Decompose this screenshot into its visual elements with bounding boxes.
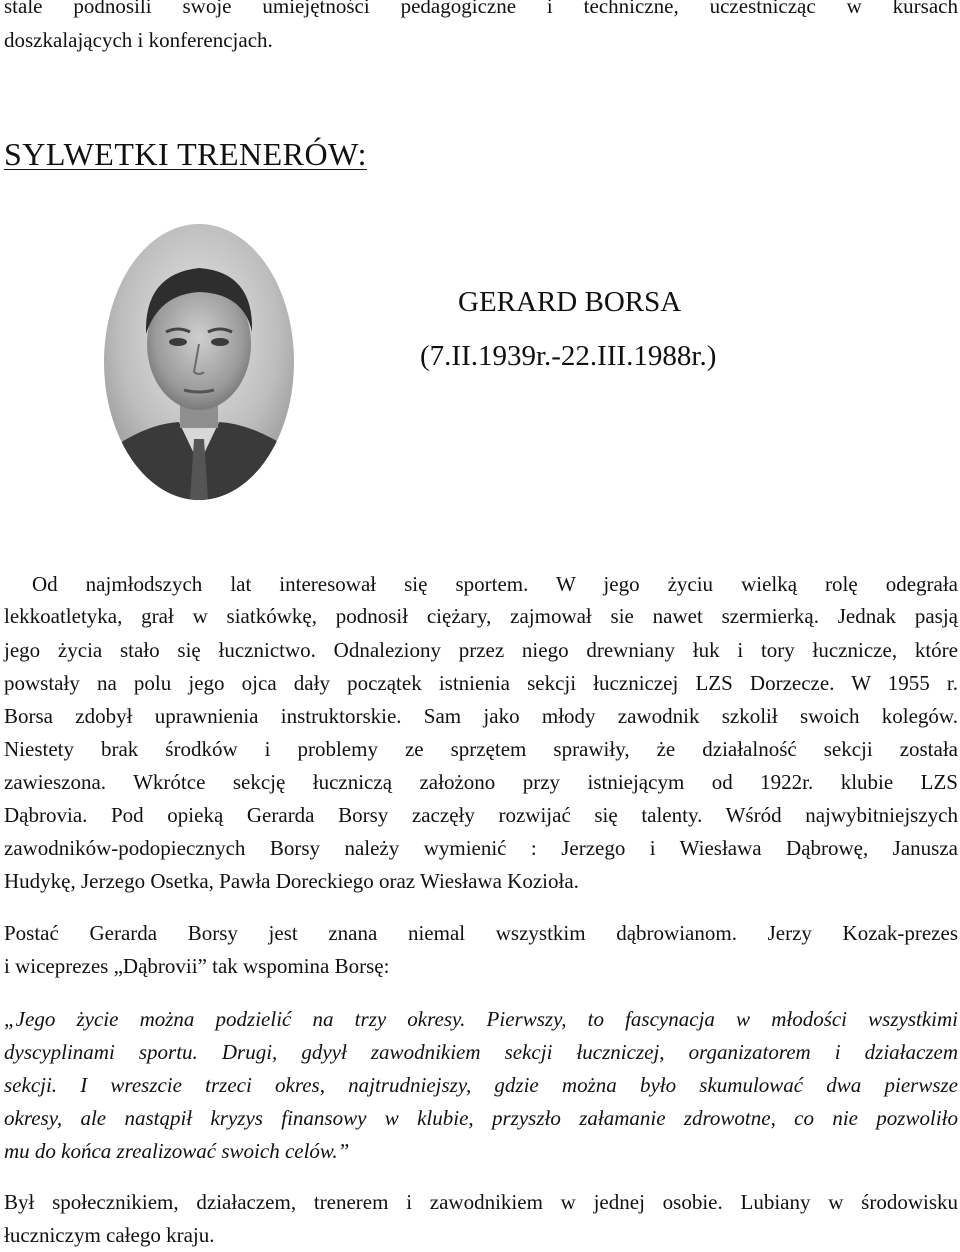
- quote-line: mu do końca zrealizować swoich celów.”: [4, 1139, 350, 1163]
- bio-line: Od najmłodszych lat interesował się sportem. W jego życiu wielką rolę odegrała: [32, 572, 958, 596]
- quote-line: „Jego życie można podzielić na trzy okresy. Pierwszy, to fascynacja w młodości wszystkimi: [4, 1007, 958, 1031]
- bio-line: jego życia stało się łucznictwo. Odnaleziony przez niego drewniany łuk i tory łucznicze, które: [4, 638, 958, 662]
- quote-line: dyscyplinami sportu. Drugi, gdyył zawodnikiem sekcji łuczniczej, organizatorem i działaczem: [4, 1040, 958, 1064]
- closing-line: Był społecznikiem, działaczem, trenerem i zawodnikiem w jednej osobie. Lubiany w środowisku: [4, 1190, 958, 1214]
- bio-line: zawieszona. Wkrótce sekcję łuczniczą założono przy istniejącym od 1922r. klubie LZS: [4, 770, 958, 794]
- coach-name: GERARD BORSA: [458, 286, 682, 318]
- intro-line: stale podnosili swoje umiejętności pedagogiczne i techniczne, uczestnicząc w kursach: [4, 0, 958, 18]
- quote-intro-line: i wiceprezes „Dąbrovii” tak wspomina Borsę:: [4, 954, 390, 978]
- bio-line: Dąbrovia. Pod opieką Gerarda Borsy zaczęły rozwijać się talenty. Wśród najwybitniejszych: [4, 803, 958, 827]
- quote-intro-line: Postać Gerarda Borsy jest znana niemal wszystkim dąbrowianom. Jerzy Kozak-prezes: [4, 921, 958, 945]
- bio-line: Niestety brak środków i problemy ze sprzętem sprawiły, że działalność sekcji została: [4, 737, 958, 761]
- closing-line: łuczniczym całego kraju.: [4, 1223, 215, 1247]
- bio-line: zawodników-podopiecznych Borsy należy wymienić : Jerzego i Wiesława Dąbrowę, Janusza: [4, 836, 958, 860]
- quote-line: okresy, ale nastąpił kryzys finansowy w klubie, przyszło załamanie zdrowotne, co nie pozwoliło: [4, 1106, 958, 1130]
- bio-line: Hudykę, Jerzego Osetka, Pawła Doreckiego oraz Wiesława Kozioła.: [4, 869, 579, 893]
- bio-line: powstały na polu jego ojca dały początek istnienia sekcji łuczniczej LZS Dorzecze. W 1955 r.: [4, 671, 958, 695]
- bio-line: Borsa zdobył uprawnienia instruktorskie. Sam jako młody zawodnik szkolił swoich kolegów.: [4, 704, 958, 728]
- section-title: SYLWETKI TRENERÓW:: [4, 136, 368, 172]
- coach-dates: (7.II.1939r.-22.III.1988r.): [420, 340, 717, 372]
- portrait-image: [104, 224, 294, 500]
- intro-line: doszkalających i konferencjach.: [4, 28, 273, 52]
- bio-line: lekkoatletyka, grał w siatkówkę, podnosił ciężary, zajmował sie nawet szermierką. Jednak pasją: [4, 604, 958, 628]
- portrait-photo: [104, 224, 294, 500]
- quote-line: sekcji. I wreszcie trzeci okres, najtrudniejszy, gdzie można było skumulować dwa pierwsze: [4, 1073, 958, 1097]
